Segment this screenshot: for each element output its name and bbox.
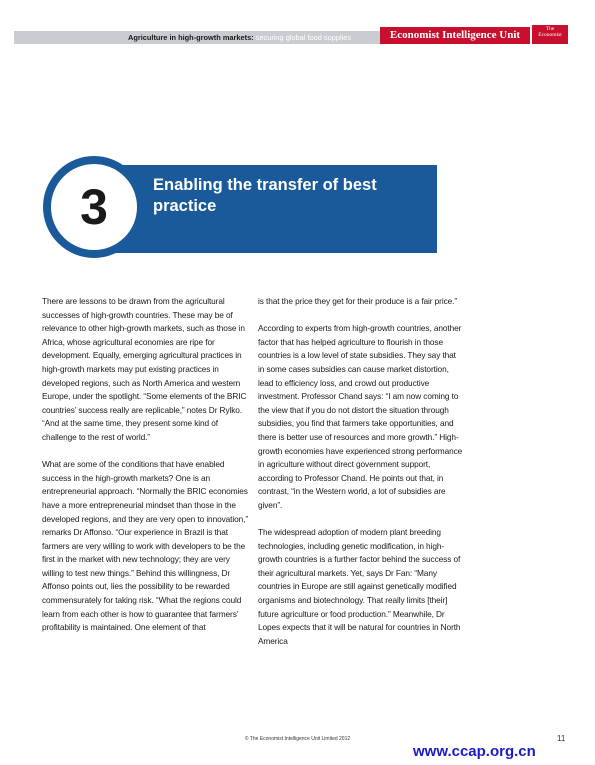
body-column-right	[258, 295, 464, 662]
paragraph: What are some of the conditions that have enabled success in the high-growth markets? One is an entrepreneurial approach. “Normally the BRIC economies have a more entrepreneurial mindset than those in the developed regions, and they are very open to innovation,” remarks Dr Affonso. “Our experience in Brazil is that farmers are very willing to work with developers to be the first in the market with new technology; they are very willing to test new things.” Behind this willingness, Dr Affonso points out, lies the possibility to be rewarded commensurately for taking risk. “What the regions could learn from each other is how to guarantee that farmers’ profitability is maintained. One element of that	[42, 459, 249, 633]
paragraph: The widespread adoption of modern plant breeding technologies, including genetic modification, in high-growth countries is a further factor behind the success of their agricultural markets. Yet, says Dr Fan: “Many countries in Europe are still against genetically modified organisms and biotechnology. That really limits [their] future agriculture or food production.” Meanwhile, Dr Lopes expects that it will be natural for countries in North America	[258, 527, 461, 646]
copyright-notice: © The Economist Intelligence Unit Limited 2012	[244, 736, 351, 742]
economist-logo-line2: Economist	[538, 31, 562, 38]
economist-logo	[532, 25, 568, 44]
report-title-main: Agriculture in high-growth markets:	[128, 33, 254, 42]
body-column-left	[42, 295, 248, 648]
economist-logo-line1: The	[545, 26, 555, 32]
paragraph: There are lessons to be drawn from the agricultural successes of high-growth countries. These may be of relevance to other high-growth markets, such as those in Africa, whose agricultural economies are ripe for development. Equally, emerging agricultural practices in high-growth markets may put existing practices in developed regions, such as North America and western Europe, under the spotlight. “Some elements of the BRIC countries’ success really are replicable,” notes Dr Rylko. “And at the same time, they present some kind of challenge to the rest of world.”	[42, 296, 247, 442]
paragraph: is that the price they get for their produce is a fair price.”	[258, 296, 458, 306]
watermark-url: www.ccap.org.cn	[413, 743, 536, 760]
eiu-brand: Economist Intelligence Unit	[380, 27, 530, 44]
chapter-title: Enabling the transfer of best practice	[153, 176, 377, 215]
report-title-sub: securing global food supplies	[253, 33, 352, 42]
paragraph: According to experts from high-growth countries, another factor that has helped agriculture to flourish in those countries is a low level of state subsidies. They say that in some cases subsidies can cause market distortion, lead to efficiency loss, and crowd out productive investment. Professor Chand says: “I am now coming to the view that if you do not distort the situation through subsidies, you find that farmers take opportunities, and there is better use of resources and more growth.” High-growth economies have experienced strong performance in agriculture without direct government support, according to Professor Chand. He points out that, in contrast, “in the Western world, a lot of subsidies are given”.	[258, 323, 463, 510]
page-number: 11	[557, 734, 566, 743]
chapter-number: 3	[80, 179, 108, 235]
report-title	[128, 31, 351, 44]
